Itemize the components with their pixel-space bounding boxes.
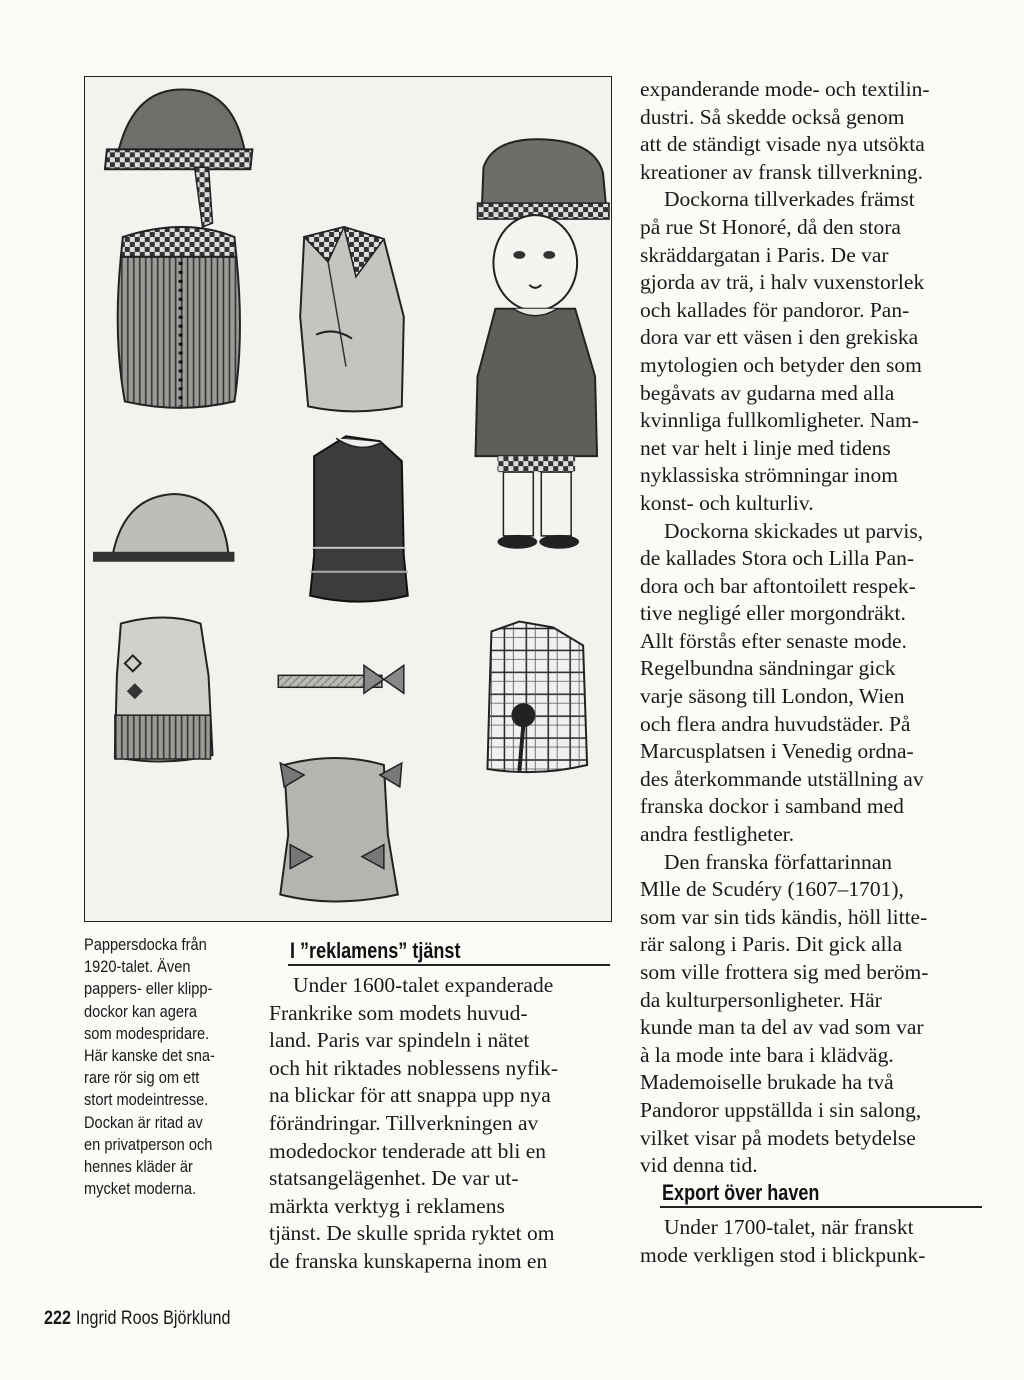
body-line: land. Paris var spindeln i nätet <box>269 1028 530 1053</box>
body-line: andra festligheter. <box>640 822 795 847</box>
body-line: kreationer av fransk tillverkning. <box>640 159 923 184</box>
pleated-skirt-illustration <box>118 227 240 408</box>
body-line: som var sin tids kändis, höll litte- <box>640 904 928 929</box>
body-line: kvinnliga fullkomligheter. Nam- <box>640 408 919 433</box>
body-line: Den franska författarinnan <box>664 849 893 874</box>
body-line: och hit riktades noblessens nyfik- <box>269 1055 559 1080</box>
caption-line: mycket moderna. <box>84 1179 197 1199</box>
body-line: franska dockor i samband med <box>640 794 904 819</box>
body-line: na blickar för att snappa upp nya <box>269 1083 551 1108</box>
knit-top-illustration <box>115 618 213 762</box>
section2-body <box>640 1214 925 1269</box>
paper-doll-figure <box>476 139 609 549</box>
caption-line: Dockan är ritad av <box>84 1112 203 1132</box>
page-footer <box>44 1308 230 1330</box>
body-line: net var helt i linje med tidens <box>640 435 891 460</box>
body-line: Marcusplatsen i Venedig ordna- <box>640 739 914 764</box>
right-column-body <box>640 76 930 1180</box>
body-line: Dockorna tillverkades främst <box>664 187 915 212</box>
body-line: vid denna tid. <box>640 1153 758 1178</box>
body-line: Pandoror uppställda i sin salong, <box>640 1097 922 1122</box>
caption-line: stort modeintresse. <box>84 1090 209 1110</box>
body-line: de kallades Stora och Lilla Pan- <box>640 546 915 571</box>
body-line: Under 1600-talet expanderade <box>293 973 554 997</box>
body-line: och kallades för pandoror. Pan- <box>640 297 910 322</box>
author-name: Ingrid Roos Björklund <box>76 1308 231 1329</box>
cloche-hat-illustration <box>105 89 252 227</box>
hair-bow-illustration <box>278 665 404 693</box>
body-line: varje säsong till London, Wien <box>640 684 905 709</box>
caption-line: pappers- eller klipp- <box>84 979 213 999</box>
heading-rule <box>288 964 610 966</box>
caption-line: 1920-talet. Även <box>84 957 191 977</box>
section-heading-export: Export över haven <box>662 1180 820 1205</box>
body-line: da kulturpersonligheter. Här <box>640 987 882 1012</box>
body-line: modedockor tenderade att bli en <box>269 1138 547 1163</box>
body-line: à la mode inte bara i klädväg. <box>640 1042 894 1067</box>
body-line: tjänst. De skulle sprida ryktet om <box>269 1221 555 1246</box>
body-line: kunde man ta del av vad som var <box>640 1015 924 1040</box>
section1-body <box>269 972 558 1276</box>
dark-dress-illustration <box>310 436 408 601</box>
wrap-blouse-illustration <box>300 227 404 411</box>
body-line: Mlle de Scudéry (1607–1701), <box>640 877 904 902</box>
body-line: Frankrike som modets huvud- <box>269 1000 528 1025</box>
body-line: mode verkligen stod i blickpunk- <box>640 1242 926 1267</box>
body-line: tive negligé eller morgondräkt. <box>640 601 906 626</box>
caption-line: en privatperson och <box>84 1134 213 1154</box>
body-line: dustri. Så skedde också genom <box>640 104 905 129</box>
body-line: Mademoiselle brukade ha två <box>640 1070 894 1095</box>
body-line: expanderande mode- och textilin- <box>640 77 930 101</box>
plain-hat-illustration <box>93 494 234 562</box>
body-line: mytologien och betyder den som <box>640 352 922 377</box>
heading-rule <box>660 1206 982 1208</box>
plaid-top-illustration <box>487 622 587 773</box>
paper-doll-illustration <box>84 76 612 922</box>
body-line: Regelbundna sändningar gick <box>640 656 896 681</box>
body-line: som ville frottera sig med beröm- <box>640 960 929 984</box>
body-line: Dockorna skickades ut parvis, <box>664 518 924 543</box>
body-line: nyklassiska strömningar inom <box>640 463 898 488</box>
caption-line: dockor kan agera <box>84 1001 197 1021</box>
body-line: dora och bar aftontoilett respek- <box>640 573 916 598</box>
body-line: statsangelägenhet. De var ut- <box>269 1166 519 1191</box>
caption-line: som modespridare. <box>84 1023 210 1043</box>
body-line: vilket visar på modets betydelse <box>640 1125 916 1150</box>
body-line: skräddargatan i Paris. De var <box>640 242 889 267</box>
page-number: 222 <box>44 1308 71 1329</box>
body-line: konst- och kulturliv. <box>640 490 814 515</box>
body-line: rär salong i Paris. Dit gick alla <box>640 932 903 957</box>
body-line: och flera andra huvudstäder. På <box>640 711 911 736</box>
body-line: de franska kunskaperna inom en <box>269 1248 548 1273</box>
caption-line: Här kanske det sna- <box>84 1046 215 1066</box>
body-line: på rue St Honoré, då den stora <box>640 214 901 239</box>
caption-line: hennes kläder är <box>84 1157 193 1177</box>
body-line: Allt förstås efter senaste mode. <box>640 628 907 653</box>
bow-dress-illustration <box>280 758 402 901</box>
caption-line: rare rör sig om ett <box>84 1068 200 1088</box>
body-line: förändringar. Tillverkningen av <box>269 1110 539 1135</box>
caption-line: Pappersdocka från <box>84 935 207 954</box>
figure-caption <box>84 934 237 1200</box>
paper-doll-drawing <box>85 77 611 921</box>
body-line: Under 1700-talet, när franskt <box>664 1215 914 1239</box>
body-line: begåvats av gudarna med alla <box>640 380 895 405</box>
body-line: att de ständigt visade nya utsökta <box>640 132 925 157</box>
body-line: gjorda av trä, i halv vuxenstorlek <box>640 270 925 295</box>
section-heading-reklamens: I ”reklamens” tjänst <box>290 938 461 963</box>
body-line: dora var ett väsen i den grekiska <box>640 325 919 350</box>
body-line: märkta verktyg i reklamens <box>269 1193 505 1218</box>
body-line: des återkommande utställning av <box>640 766 924 791</box>
